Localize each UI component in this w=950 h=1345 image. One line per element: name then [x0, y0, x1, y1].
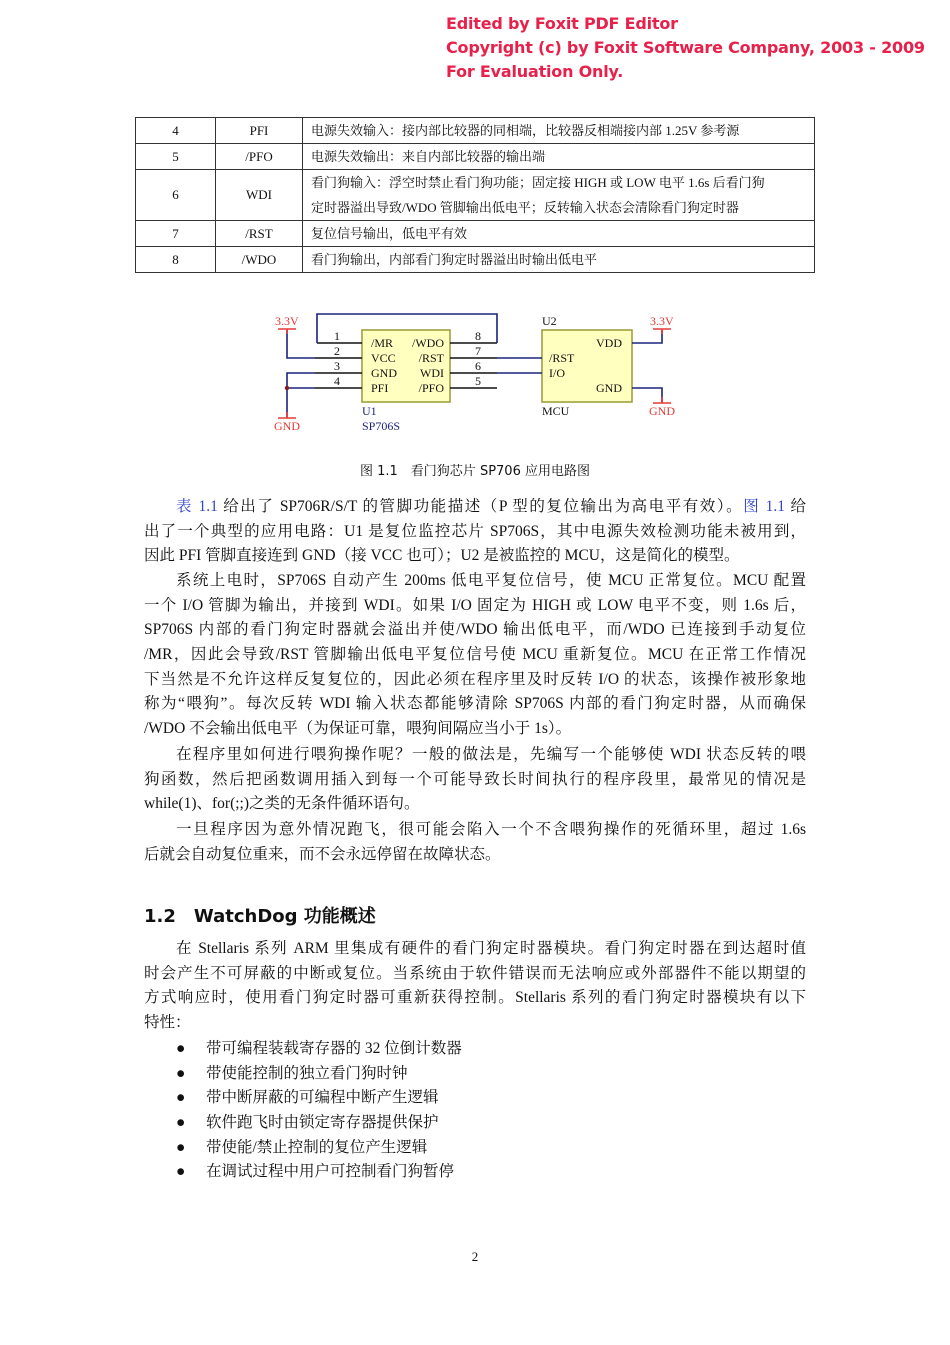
pin-num: 3	[334, 359, 340, 373]
pin-number: 5	[136, 144, 216, 170]
pin-name: WDI	[216, 170, 303, 221]
section-title: WatchDog 功能概述	[193, 906, 376, 927]
pin-num: 8	[475, 329, 481, 343]
pin-label: GND	[371, 366, 397, 380]
pin-label: GND	[596, 381, 622, 395]
page-number: 2	[471, 1249, 479, 1264]
pin-number: 6	[136, 170, 216, 221]
feature-list	[176, 1037, 462, 1185]
bullet-icon: ●	[176, 1089, 186, 1107]
pin-label: /RST	[549, 351, 575, 365]
pin-number: 4	[136, 118, 216, 144]
pin-label: WDI	[420, 366, 444, 380]
list-item	[176, 1111, 462, 1136]
text-line: /WDO 不会输出低电平（为保证可靠，喂狗间隔应当小于 1s）。	[144, 720, 572, 738]
text: 给	[785, 498, 806, 515]
desc-line: 定时器溢出导致/WDO 管脚输出低电平；反转输入状态会清除看门狗定时器	[311, 200, 739, 215]
pin-description: 电源失效输出：来自内部比较器的输出端	[303, 144, 815, 170]
text-line: SP706S 内部的看门狗定时器就会溢出并使/WDO 输出低电平，而/WDO 已连接到手动复位	[144, 621, 806, 639]
pin-label: /WDO	[412, 336, 444, 350]
pin-label: /RST	[418, 351, 444, 365]
bullet-icon: ●	[176, 1064, 186, 1082]
text-line: 方式响应时，使用看门狗定时器可重新获得控制。Stellaris 系列的看门狗定时器模块有以下	[144, 989, 806, 1007]
item-text: 在调试过程中用户可控制看门狗暂停	[206, 1163, 455, 1181]
u1-part: SP706S	[362, 419, 401, 433]
list-item	[176, 1037, 462, 1062]
watermark-line: For Evaluation Only.	[446, 62, 624, 81]
pin-label: VCC	[371, 351, 396, 365]
pin-name: PFI	[216, 118, 303, 144]
text-line: 后就会自动复位重来，而不会永远停留在故障状态。	[144, 845, 501, 863]
u1-ref: U1	[362, 404, 377, 418]
section-number: 1.2	[144, 906, 176, 927]
text-line: /MR，因此会导致/RST 管脚输出低电平复位信号使 MCU 重新复位。MCU 在正常工作情况	[144, 646, 806, 664]
watermark-line: Edited by Foxit PDF Editor	[446, 14, 678, 33]
pin-num: 2	[334, 344, 340, 358]
paragraph-2	[144, 569, 806, 742]
pin-label: I/O	[549, 366, 565, 380]
text-line: 出了一个典型的应用电路：U1 是复位监控芯片 SP706S，其中电源失效检测功能未被用到，	[144, 522, 806, 540]
text-line: 因此 PFI 管脚直接连到 GND（接 VCC 也可）；U2 是被监控的 MCU，这是简化的模型。	[144, 547, 740, 565]
bullet-icon: ●	[176, 1040, 186, 1057]
table-reference-link[interactable]: 表 1.1	[176, 498, 218, 515]
junction-dot	[285, 386, 289, 390]
vcc-label: 3.3V	[275, 314, 299, 328]
text-line: 称为“喂狗”。每次反转 WDI 输入状态都能够清除 SP706S 内部的看门狗定时器，从而确保	[144, 695, 806, 713]
figure-reference-link[interactable]: 图 1.1	[743, 498, 786, 515]
item-text: 带使能/禁止控制的复位产生逻辑	[206, 1138, 428, 1156]
text: 给出了 SP706R/S/T 的管脚功能描述（P 型的复位输出为高电平有效）。	[217, 498, 744, 515]
pin-label: PFI	[371, 381, 389, 395]
list-item	[176, 1062, 462, 1087]
text-line: while(1)、for(;;)之类的无条件循环语句。	[144, 795, 420, 813]
watermark-line: Copyright (c) by Foxit Software Company, 2003 - 2009	[446, 38, 925, 57]
pin-description: 复位信号输出，低电平有效	[303, 221, 815, 247]
text-line: 时会产生不可屏蔽的中断或复位。当系统由于软件错误而无法响应或外部器件不能以期望的	[144, 964, 806, 982]
pin-label: /MR	[371, 336, 394, 350]
text-line: 一个 I/O 管脚为输出，并接到 WDI。如果 I/O 固定为 HIGH 或 LOW 电平不变，则 1.6s 后，	[144, 596, 806, 614]
list-item	[176, 1136, 462, 1161]
paragraph-4	[144, 818, 806, 867]
pin-description: 电源失效输入：接内部比较器的同相端，比较器反相端接内部 1.25V 参考源	[303, 118, 815, 144]
text-line: 狗函数，然后把函数调用插入到每一个可能导致长时间执行的程序段里，最常见的情况是	[144, 770, 806, 788]
bullet-icon: ●	[176, 1114, 186, 1132]
item-text: 软件跑飞时由锁定寄存器提供保护	[206, 1114, 439, 1132]
pin-num: 5	[475, 374, 481, 388]
pin-label: VDD	[596, 336, 622, 350]
text-line: 在 Stellaris 系列 ARM 里集成有硬件的看门狗定时器模块。看门狗定时器在到达超时值	[176, 940, 806, 957]
u2-part: MCU	[542, 404, 570, 418]
pin-number: 8	[136, 247, 216, 273]
pin-name: /PFO	[216, 144, 303, 170]
item-text: 带中断屏蔽的可编程中断产生逻辑	[206, 1089, 439, 1107]
text-line: 一旦程序因为意外情况跑飞，很可能会陷入一个不含喂狗操作的死循环里，超过 1.6s	[176, 821, 806, 838]
gnd-label: GND	[274, 419, 300, 433]
watchdog-circuit-diagram	[0, 0, 950, 440]
vcc-label: 3.3V	[650, 314, 674, 328]
figure-caption: 图 1.1 看门狗芯片 SP706 应用电路图	[360, 464, 590, 479]
text-line: 在程序里如何进行喂狗操作呢？一般的做法是，先编写一个能够使 WDI 状态反转的喂	[176, 746, 806, 763]
section-heading	[144, 902, 376, 928]
item-text: 带使能控制的独立看门狗时钟	[206, 1064, 408, 1082]
list-item	[176, 1160, 462, 1185]
pin-number: 7	[136, 221, 216, 247]
pin-description: 看门狗输出，内部看门狗定时器溢出时输出低电平	[303, 247, 815, 273]
text-line: 系统上电时，SP706S 自动产生 200ms 低电平复位信号，使 MCU 正常复位。MCU 配置	[176, 572, 806, 589]
pin-name: /WDO	[216, 247, 303, 273]
bullet-icon: ●	[176, 1138, 186, 1156]
paragraph-1	[144, 495, 806, 569]
paragraph-3	[144, 743, 806, 817]
u2-ref: U2	[542, 314, 557, 328]
item-text: 带可编程装载寄存器的 32 位倒计数器	[206, 1040, 462, 1057]
pin-name: /RST	[216, 221, 303, 247]
pin-label: /PFO	[418, 381, 444, 395]
pin-num: 4	[334, 374, 340, 388]
paragraph-5	[144, 937, 806, 1036]
desc-line: 看门狗输入：浮空时禁止看门狗功能；固定接 HIGH 或 LOW 电平 1.6s 后看门狗	[311, 175, 765, 190]
list-item	[176, 1086, 462, 1111]
pin-num: 6	[475, 359, 481, 373]
pin-num: 7	[475, 344, 481, 358]
text-line: 下当然是不允许这样反复复位的，因此必须在程序里及时反转 I/O 的状态，该操作被形象地	[144, 670, 806, 688]
text-line: 特性：	[144, 1014, 191, 1032]
pin-num: 1	[334, 329, 340, 343]
bullet-icon: ●	[176, 1163, 186, 1181]
gnd-label: GND	[649, 404, 675, 418]
